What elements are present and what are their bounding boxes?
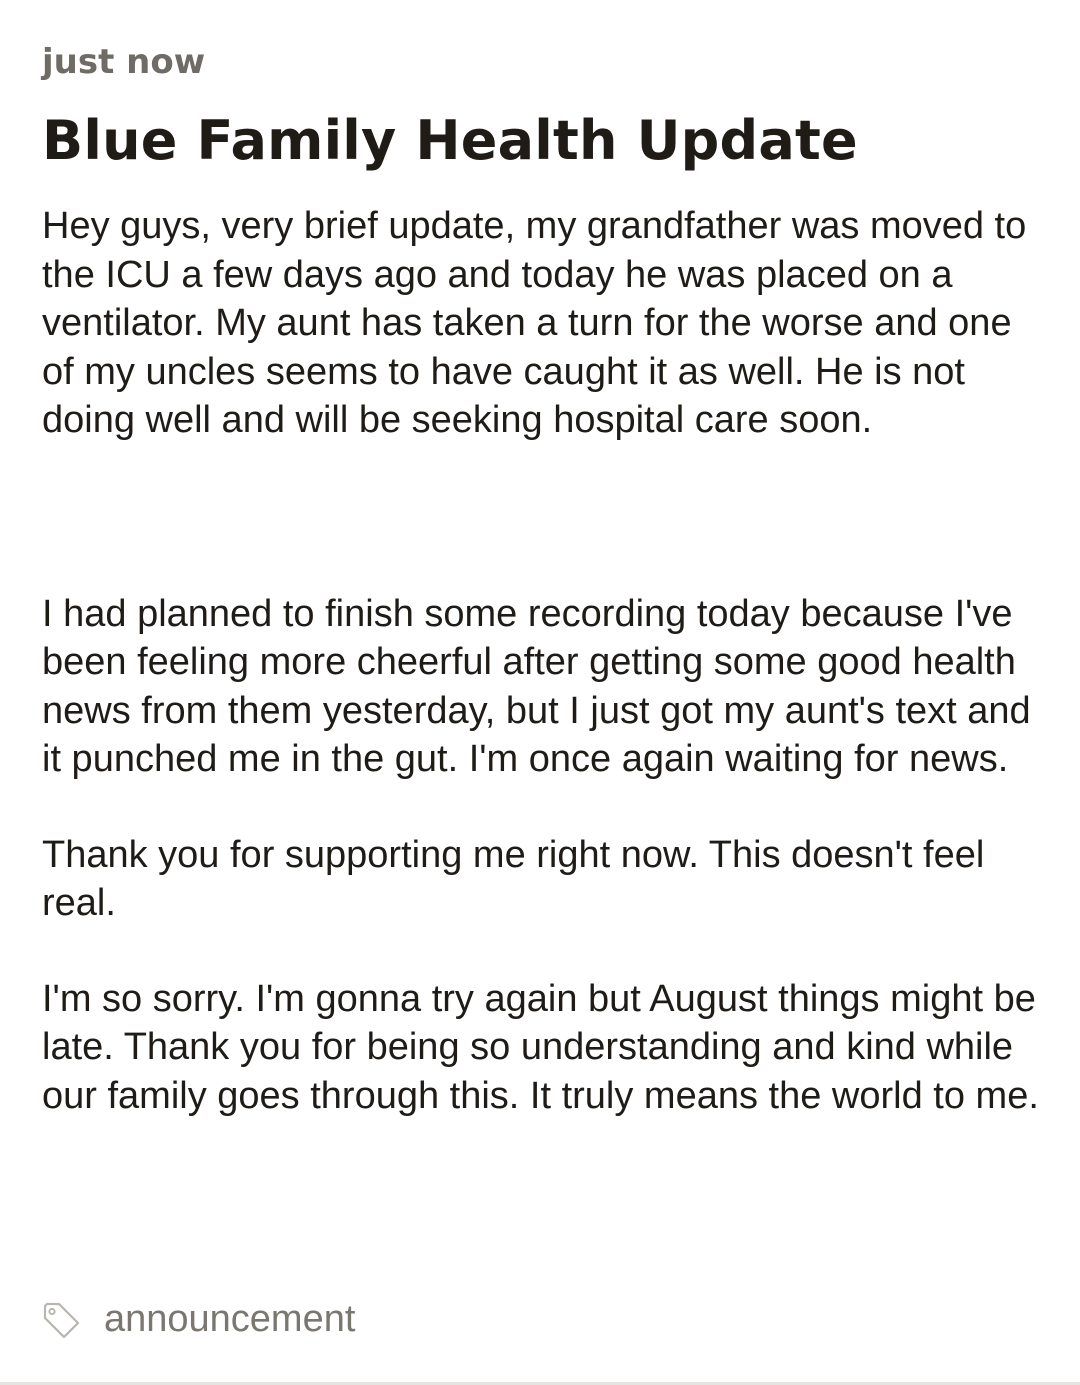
post-paragraph: I had planned to finish some recording today because I've been feeling more cheerful after getting some good health news from them yesterday, but I just got my aunt's text and it punched me in the gut. I'm once again waiting for news. [42,592,1031,780]
post-paragraph: I'm so sorry. I'm gonna try again but August things might be late. Thank you for being so understanding and kind while our family goes through this. It truly means the world to me. [42,977,1039,1117]
tag-icon [42,1302,82,1342]
post-timestamp[interactable]: just now [42,42,206,82]
post-body [42,202,1042,1120]
post [42,38,1042,1120]
post-title: Blue Family Health Update [42,109,858,172]
post-paragraph: Thank you for supporting me right now. This doesn't feel real. [42,833,985,924]
post-tags [42,1296,355,1342]
tag-announcement[interactable]: announcement [104,1298,356,1340]
post-paragraph: Hey guys, very brief update, my grandfather was moved to the ICU a few days ago and today he was placed on a ventilator. My aunt has taken a turn for the worse and one of my uncles seems to have caught it as well. He is not doing well and will be seeking hospital care soon. [42,205,1027,441]
